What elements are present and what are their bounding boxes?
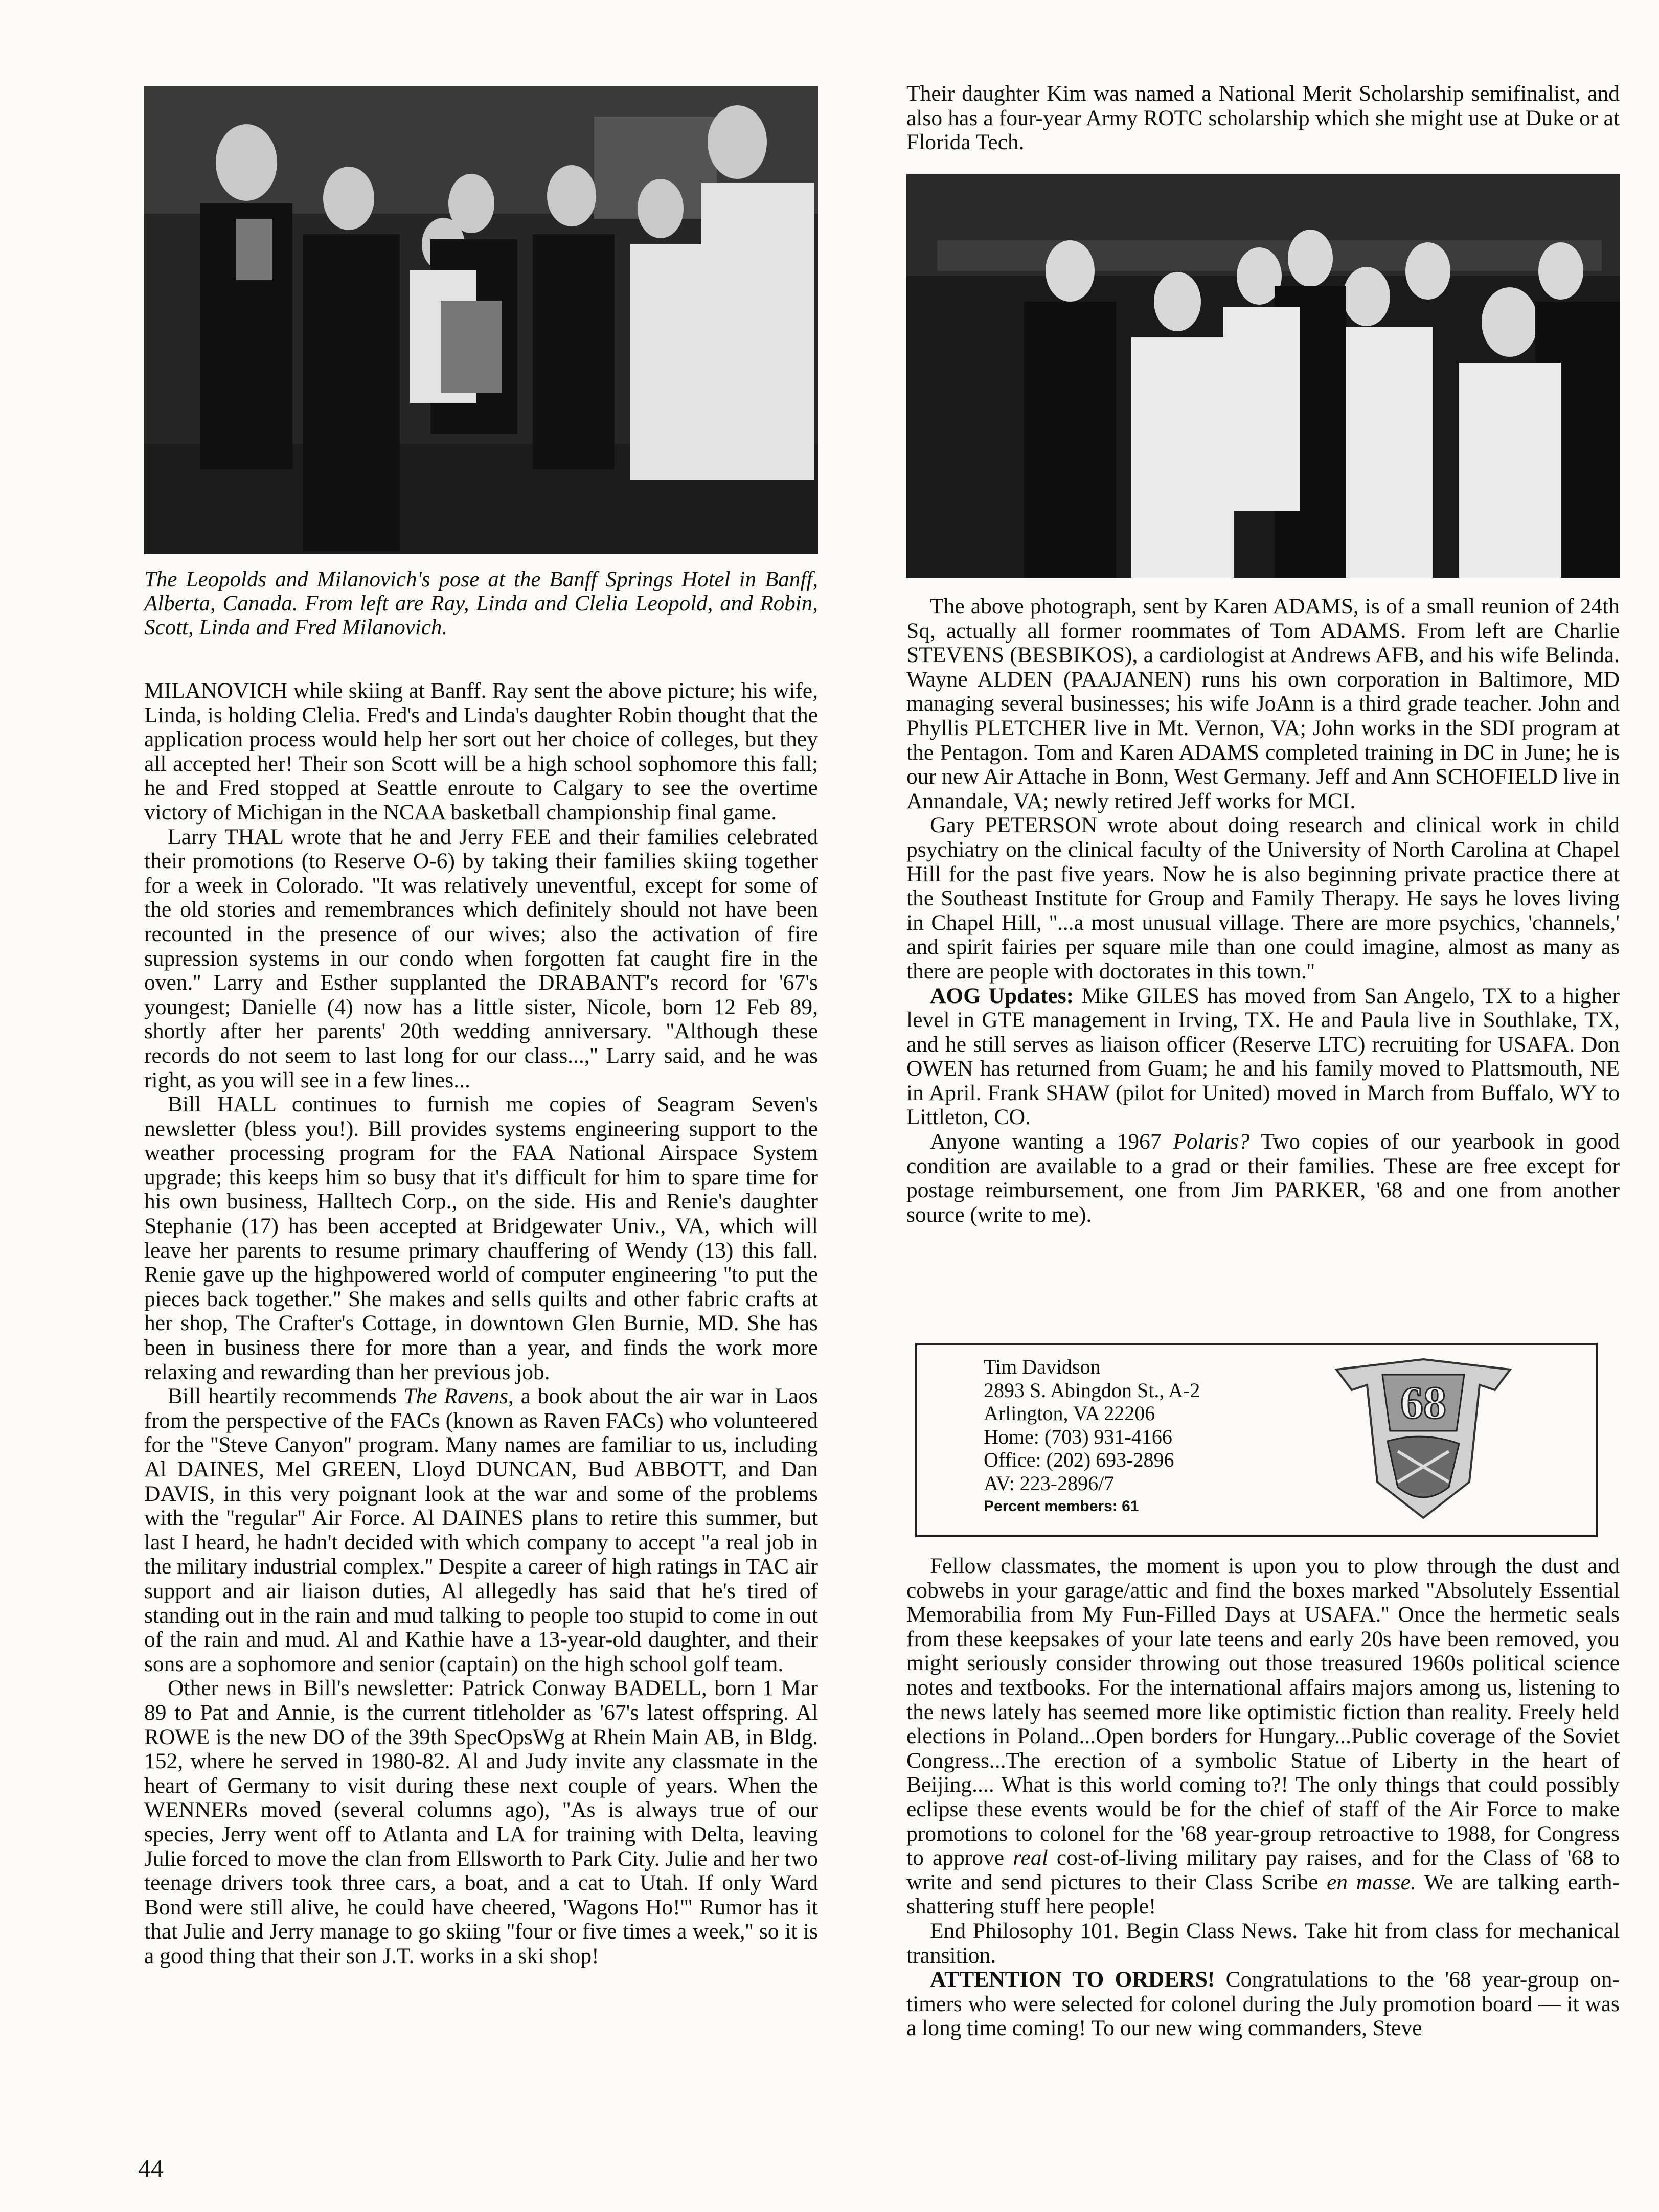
scribe-av-phone: AV: 223-2896/7 <box>984 1471 1115 1495</box>
attention-to-orders-heading: ATTENTION TO ORDERS! <box>930 1967 1215 1992</box>
class-68-crest-icon <box>1326 1354 1520 1528</box>
right-top-paragraph: Their daughter Kim was named a National Merit Scholarship semifinalist, and also has a four-year Army ROTC scholarship which she might use at Duke or at Florida Tech. <box>906 81 1620 155</box>
banff-photo-image <box>144 86 818 554</box>
group-photo-reunion <box>906 174 1620 578</box>
reunion-photo-image <box>906 174 1620 578</box>
memorabilia-part-3: We are talking earth-shattering stuff here people! <box>906 1869 1620 1919</box>
photo1-caption: The Leopolds and Milanovich's pose at the Banff Springs Hotel in Banff, Alberta, Canada. From left are Ray, Linda and Clelia Leopold, and Robin, Scott, Linda and Fred Milanovich. <box>144 567 818 640</box>
memorabilia-en-masse: en masse. <box>1326 1869 1416 1895</box>
right-paragraph-3 <box>906 984 1620 1130</box>
right-paragraph-1: The above photograph, sent by Karen ADAMS, is of a small reunion of 24th Sq, actually all former roommates of Tom ADAMS. From left are Charlie STEVENS (BESBIKOS), a cardiologist at Andrews AFB, and his wife Belinda. Wayne ALDEN (PAAJANEN) runs his own corporation in Baltimore, MD managing several businesses; his wife JoAnn is a third grade teacher. John and Phyllis PLETCHER live in Mt. Vernon, VA; John works in the SDI program at the Pentagon. Tom and Karen ADAMS completed training in DC in June; he is our new Air Attache in Bonn, West Germany. Jeff and Ann SCHOFIELD live in Annandale, VA; newly retired Jeff works for MCI. <box>906 594 1620 813</box>
left-paragraph-1: MILANOVICH while skiing at Banff. Ray sent the above picture; his wife, Linda, is holding Clelia. Fred's and Linda's daughter Robin thought that the application process would help her sort out her choice of colleges, but they all accepted her! Their son Scott will be a high school sophomore this fall; he and Fred stopped at Seattle enroute to Calgary to see the overtime victory of Michigan in the NCAA basketball championship final game. <box>144 678 818 825</box>
memorabilia-real: real <box>1013 1845 1048 1871</box>
class-scribe-box <box>915 1343 1598 1537</box>
group-photo-banff <box>144 86 818 554</box>
scribe-street: 2893 S. Abingdon St., A-2 <box>984 1378 1200 1402</box>
right-top-text <box>906 82 1620 155</box>
right-bottom-paragraph-2: End Philosophy 101. Begin Class News. Take hit from class for mechanical transition. <box>906 1918 1620 1968</box>
crest-68-text: 68 <box>1400 1378 1446 1428</box>
right-bottom-paragraph-3 <box>906 1968 1620 2041</box>
right-column <box>906 595 1620 1227</box>
left-paragraph-2: Larry THAL wrote that he and Jerry FEE and their families celebrated their promotions (to Reserve O-6) by taking their families skiing together for a week in Colorado. ''It was relatively uneventful, except for some of the old stories and remembrances which definitely should not have been recounted in the presence of our wives; also the activation of fire supression systems in our condo when forgotten fat caught fire in the oven.'' Larry and Esther supplanted the DRABANT's record for '67's youngest; Danielle (4) now has a little sister, Nicole, born 12 Feb 89, shortly after her parents' 20th wedding anniversary. ''Although these records do not seem to last long for our class...,'' Larry said, and he was right, as you will see in a few lines... <box>144 824 818 1092</box>
photo1-caption-block <box>144 567 818 640</box>
polaris-lead: Anyone wanting a 1967 <box>930 1129 1173 1154</box>
polaris-title: Polaris? <box>1173 1129 1250 1154</box>
ravens-title: The Ravens <box>403 1384 509 1409</box>
right-paragraph-4 <box>906 1130 1620 1227</box>
left-paragraph-3: Bill HALL continues to furnish me copies of Seagram Seven's newsletter (bless you!). Bill provides systems engineering support to the weather processing program for the FAA National Airspace System upgrade; this keeps him so busy that it's difficult for him to spare time for his own business, Halltech Corp., on the side. His and Renie's daughter Stephanie (17) has been accepted at Bridgewater Univ., VA, which will leave her parents to resume primary chauffering of Wendy (13) this fall. Renie gave up the highpowered world of computer engineering ''to put the pieces back together.'' She makes and sells quilts and other fabric crafts at her shop, The Crafter's Cottage, in downtown Glen Burnie, MD. She has been in business there for more than a year, and finds the work more relaxing and rewarding than her previous job. <box>144 1092 818 1384</box>
aog-updates-body: Mike GILES has moved from San Angelo, TX to a higher level in GTE management in Irving, TX. He and Paula live in Southlake, TX, and he still serves as liaison officer (Reserve LTC) recruiting for USAFA. Don OWEN has returned from Guam; he and his family moved to Plattsmouth, NE in April. Frank SHAW (pilot for United) moved in March from Buffalo, WY to Littleton, CO. <box>906 983 1620 1130</box>
aog-updates-heading: AOG Updates: <box>930 983 1074 1008</box>
attention-to-orders-body: Congratulations to the '68 year-group on-timers who were selected for colonel during the July promotion board — it was a long time coming! To our new wing commanders, Steve <box>906 1967 1620 2041</box>
left-paragraph-5: Other news in Bill's newsletter: Patrick Conway BADELL, born 1 Mar 89 to Pat and Annie, is the current titleholder as '67's latest offspring. Al ROWE is the new DO of the 39th SpecOpsWg at Rhein Main AB, in Bldg. 152, where he served in 1980-82. Al and Judy invite any classmate in the heart of Germany to visit during these next couple of years. When the WENNERs moved (several columns ago), ''As is always true of our species, Jerry went off to Atlanta and LA for training with Delta, leaving Julie forced to move the clan from Ellsworth to Park City. Julie and her two teenage drivers took three cars, a boat, and a cat to Utah. If only Ward Bond were still alive, he could have cheered, 'Wagons Ho!''' Rumor has it that Julie and Jerry manage to go skiing ''four or five times a week,'' so it is a good thing that their son J.T. works in a ski shop! <box>144 1676 818 1968</box>
ravens-lead: Bill heartily recommends <box>168 1384 404 1409</box>
polaris-body: Two copies of our yearbook in good condition are available to a grad or their families. These are free except for postage reimbursement, one from Jim PARKER, '68 and one from another source (write to me). <box>906 1129 1620 1227</box>
memorabilia-part-1: Fellow classmates, the moment is upon you to plow through the dust and cobwebs in your garage/attic and find the boxes marked ''Absolutely Essential Memorabilia from My Fun-Filled Days at USAFA.'' Once the hermetic seals from these keepsakes of your late teens and early 20s have been removed, you might seriously consider throwing out those treasured 1960s political science notes and textbooks. For the international affairs majors among us, listening to the news lately has seemed more like optimistic fiction than reality. Freely held elections in Poland...Open borders for Hungary...Public coverage of the Soviet Congress...The erection of a symbolic Statue of Liberty in the heart of Beijing.... What is this world coming to?! The only things that could possibly eclipse these events would be for the chief of staff of the Air Force to make promotions to colonel for the '68 year-group retroactive to 1988, for Congress to approve <box>906 1554 1620 1871</box>
scribe-name: Tim Davidson <box>984 1355 1101 1378</box>
right-paragraph-2: Gary PETERSON wrote about doing research and clinical work in child psychiatry on the clinical faculty of the University of North Carolina at Chapel Hill for the past five years. Now he is also beginning private practice there at the Southeast Institute for Group and Family Therapy. He says he loves living in Chapel Hill, ''...a most unusual village. There are more psychics, 'channels,' and spirit fairies per square mile than one could imagine, almost as many as there are people with doctorates in this town.'' <box>906 813 1620 984</box>
scribe-office-phone: Office: (202) 693-2896 <box>984 1448 1174 1471</box>
percent-members: Percent members: 61 <box>984 1498 1139 1515</box>
left-paragraph-4 <box>144 1384 818 1676</box>
left-column <box>144 679 818 1968</box>
memorabilia-part-2: cost-of-living military pay raises, and for the Class of '68 to write and send pictures to their Class Scribe <box>906 1845 1620 1895</box>
right-column-bottom <box>906 1554 1620 2041</box>
scribe-home-phone: Home: (703) 931-4166 <box>984 1425 1172 1448</box>
right-bottom-paragraph-1 <box>906 1554 1620 1919</box>
ravens-body: , a book about the air war in Laos from the perspective of the FACs (known as Raven FACs) who volunteered for the ''Steve Canyon'' program. Many names are familiar to us, including Al DAINES, Mel GREEN, Lloyd DUNCAN, Bud ABBOTT, and Dan DAVIS, in this very poignant look at the war and some of the problems with the ''regular'' Air Force. Al DAINES plans to retire this summer, but last I heard, he hadn't decided with which company to accept ''a real job in the military industrial complex.'' Despite a career of high ratings in TAC air support and air liaison duties, Al allegedly has said that he's tired of standing out in the rain and mud talking to people too stupid to come in out of the rain and mud. Al and Kathie have a 13-year-old daughter, and their sons are a sophomore and senior (captain) on the high school golf team. <box>144 1384 819 1676</box>
page-number: 44 <box>138 2154 164 2182</box>
scribe-city: Arlington, VA 22206 <box>984 1402 1155 1425</box>
scribe-address <box>984 1355 1200 1518</box>
